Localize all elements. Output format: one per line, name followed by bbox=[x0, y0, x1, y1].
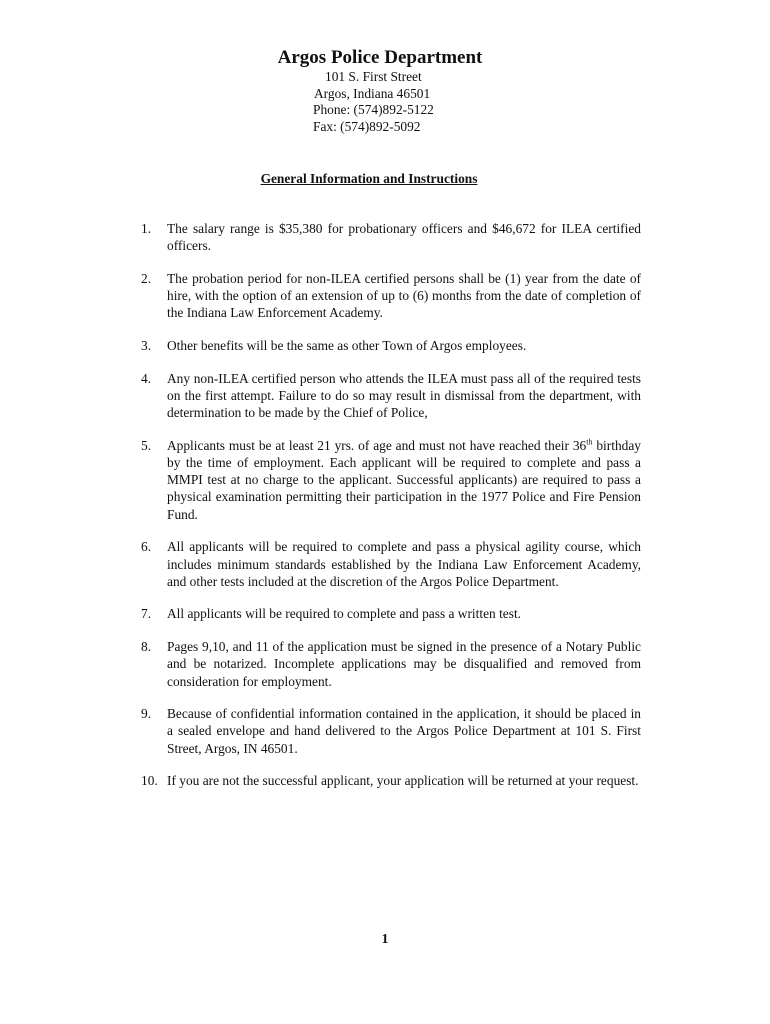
item-text: Any non-ILEA certified person who attends the ILEA must pass all of the required tests on the first attempt. Failure to do so may result in dismissal from the department, with determination to be made by the Chief of Police, bbox=[167, 370, 641, 421]
item-number: 3. bbox=[141, 338, 152, 354]
list-item bbox=[141, 605, 641, 622]
list-item bbox=[141, 437, 641, 523]
item-number: 8. bbox=[141, 639, 152, 655]
list-item bbox=[141, 638, 641, 690]
item-number: 5. bbox=[141, 437, 152, 453]
instructions-list bbox=[141, 220, 641, 805]
item-number: 10. bbox=[141, 773, 158, 789]
list-item bbox=[141, 370, 641, 422]
item-number: 1. bbox=[141, 221, 152, 236]
item-text: Because of confidential information contained in the application, it should be placed in a sealed envelope and hand delivered to the Argos Police Department at 101 S. First Street, Argos, IN 46501. bbox=[167, 706, 641, 756]
page-number: 1 bbox=[381, 932, 389, 947]
item-text: All applicants will be required to complete and pass a written test. bbox=[167, 606, 522, 622]
address-street: 101 S. First Street bbox=[325, 69, 422, 84]
list-item bbox=[141, 270, 641, 322]
address-fax: Fax: (574)892-5092 bbox=[313, 118, 421, 134]
item-text: The salary range is $35,380 for probationary officers and $46,672 for ILEA certified officers. bbox=[167, 221, 641, 254]
item-text: If you are not the successful applicant, your application will be returned at your request. bbox=[167, 773, 639, 789]
item-number: 4. bbox=[141, 370, 152, 386]
address-city: Argos, Indiana 46501 bbox=[314, 85, 431, 101]
item-text: Pages 9,10, and 11 of the application must be signed in the presence of a Notary Public and be notarized. Incomplete applications may be disqualified and removed from consideration for employment. bbox=[167, 639, 641, 689]
item-number: 2. bbox=[141, 270, 152, 286]
ordinal-suffix: th bbox=[586, 437, 593, 447]
item-number: 6. bbox=[141, 539, 152, 555]
item-text: The probation period for non-ILEA certified persons shall be (1) year from the date of hire, with the option of an extension of up to (6) months from the date of completion of the Indiana Law Enforcement Academy. bbox=[167, 270, 641, 321]
item-text: Other benefits will be the same as other Town of Argos employees. bbox=[167, 338, 527, 354]
item-number: 7. bbox=[141, 606, 152, 622]
section-heading: General Information and Instructions bbox=[260, 171, 478, 186]
department-address bbox=[313, 69, 434, 135]
item-number: 9. bbox=[141, 706, 152, 722]
list-item bbox=[141, 337, 641, 354]
list-item bbox=[141, 772, 641, 789]
department-title: Argos Police Department bbox=[277, 47, 483, 68]
list-item bbox=[141, 220, 641, 254]
list-item bbox=[141, 538, 641, 590]
item-text: All applicants will be required to complete and pass a physical agility course, which includes minimum standards established by the Indiana Law Enforcement Academy, and other tests included at the discretion of the Argos Police Department. bbox=[167, 539, 641, 589]
address-phone: Phone: (574)892-5122 bbox=[313, 102, 434, 118]
list-item bbox=[141, 705, 641, 757]
item-text: Applicants must be at least 21 yrs. of age and must not have reached their 36th birthday by the time of employment. Each applicant will be required to complete and pass a MMPI test at no charge to the applicant. Successful applicants) are required to pass a physical examination permitting their participation in the 1977 Police and Fire Pension Fund. bbox=[167, 437, 641, 522]
